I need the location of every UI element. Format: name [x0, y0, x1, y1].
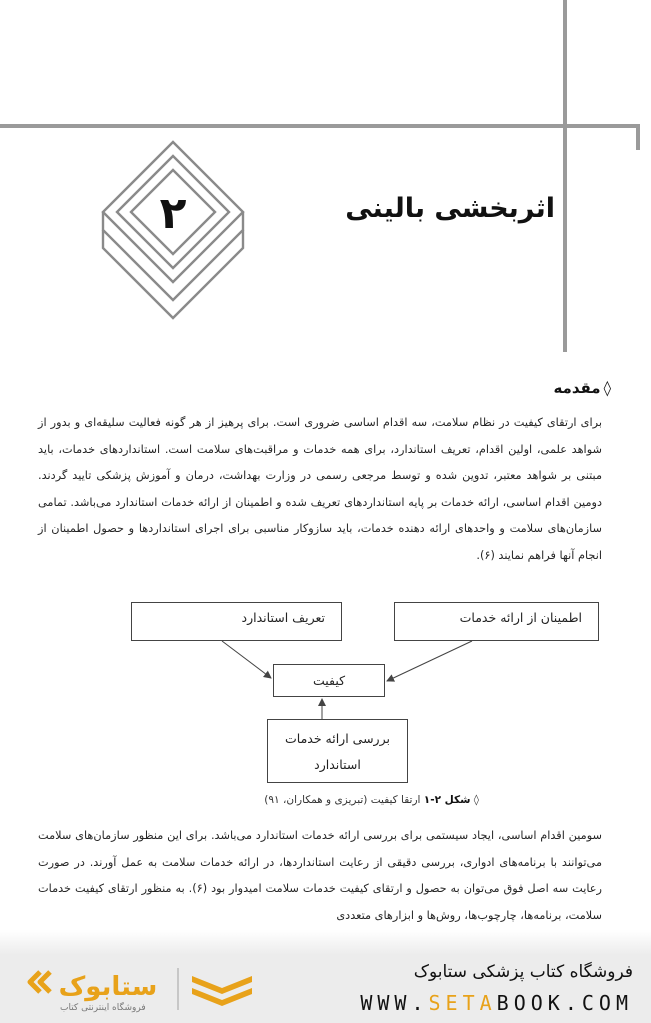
url-suffix: BOOK.COM [496, 991, 633, 1015]
section-heading-text: مقدمه [553, 379, 601, 397]
figure-caption [264, 794, 479, 806]
url-highlight: SETA [428, 991, 497, 1015]
intro-paragraph: برای ارتقای کیفیت در نظام سلامت، سه اقدام اساسی ضروری است. برای پرهیز از هر گونه فعالیت سلیقه‌ای و بدور از شواهد علمی، اولین اقدام، تعریف استاندارد، برای همه خدمات و مراقبت‌های سلامت است. استانداردهای خدمات، باید مبتنی بر شواهد معتبر، تدوین شده و توسط مرجعی رسمی در وزارت بهداشت، درمان و آموزش پزشکی تایید گردند. دومین اقدام اساسی، ارائه خدمات بر پایه استانداردهای تعریف شده و اطمینان از ارائه خدمات استاندارد می‌باشد. تمامی سازمان‌های سلامت و واحدهای ارائه دهنده خدمات، باید سازوکار مناسبی برای اجرای استانداردها و حصول اطمینان از انجام آنها فراهم نمایند (۶). [38, 416, 602, 562]
third-step-paragraph: سومین اقدام اساسی، ایجاد سیستمی برای بررسی ارائه خدمات استاندارد می‌باشد. برای این منظور سازمان‌های سلامت می‌توانند با برنامه‌های ادواری، بررسی دقیقی از رعایت استانداردها، در ارائه خدمات سلامت به عمل آورند. در صورت رعایت سه اصل فوق می‌توان به حصول و ارتقای کیفیت خدمات سلامت امیدوار بود (۶). به منظور ارتقای کیفیت خدمات سلامت، برنامه‌ها، چارچوب‌ها، روش‌ها و ابزارهای متعددی [38, 829, 602, 922]
caption-text: ارتقا کیفیت (تبریزی و همکاران، ۹۱) [264, 794, 421, 806]
caption-label: شکل ۲-۱ [423, 794, 471, 806]
store-name: فروشگاه کتاب پزشکی ستابوک [413, 962, 633, 982]
box-define-standard: تعریف استاندارد [131, 602, 342, 641]
chapter-frame-horizontal-line [0, 124, 640, 128]
chapter-number: ۲ [159, 188, 187, 239]
arrow-define-to-quality [222, 641, 271, 678]
chapter-title: اثربخشی بالینی [345, 193, 555, 224]
logo-wordmark: ستابوک [58, 972, 158, 1002]
section-heading [553, 379, 611, 397]
arrow-assurance-to-quality [387, 641, 472, 681]
chapter-number-emblem [99, 140, 247, 324]
store-url [360, 991, 633, 1015]
diamond-bullet-icon: ◊ [603, 379, 611, 397]
box-quality: کیفیت [273, 664, 385, 697]
footer-fade [0, 930, 651, 955]
caption-diamond-icon: ◊ [473, 794, 479, 806]
url-prefix: WWW. [360, 991, 429, 1015]
box-standard-review: بررسی ارائه خدمات استاندارد [267, 719, 408, 783]
logo-subtitle: فروشگاه اینترنتی کتاب [60, 1003, 146, 1013]
chapter-frame-end-cap [636, 124, 640, 150]
book-icon [192, 976, 252, 1006]
chapter-frame-vertical-line [563, 0, 567, 352]
box-service-assurance: اطمینان از ارائه خدمات [394, 602, 599, 641]
